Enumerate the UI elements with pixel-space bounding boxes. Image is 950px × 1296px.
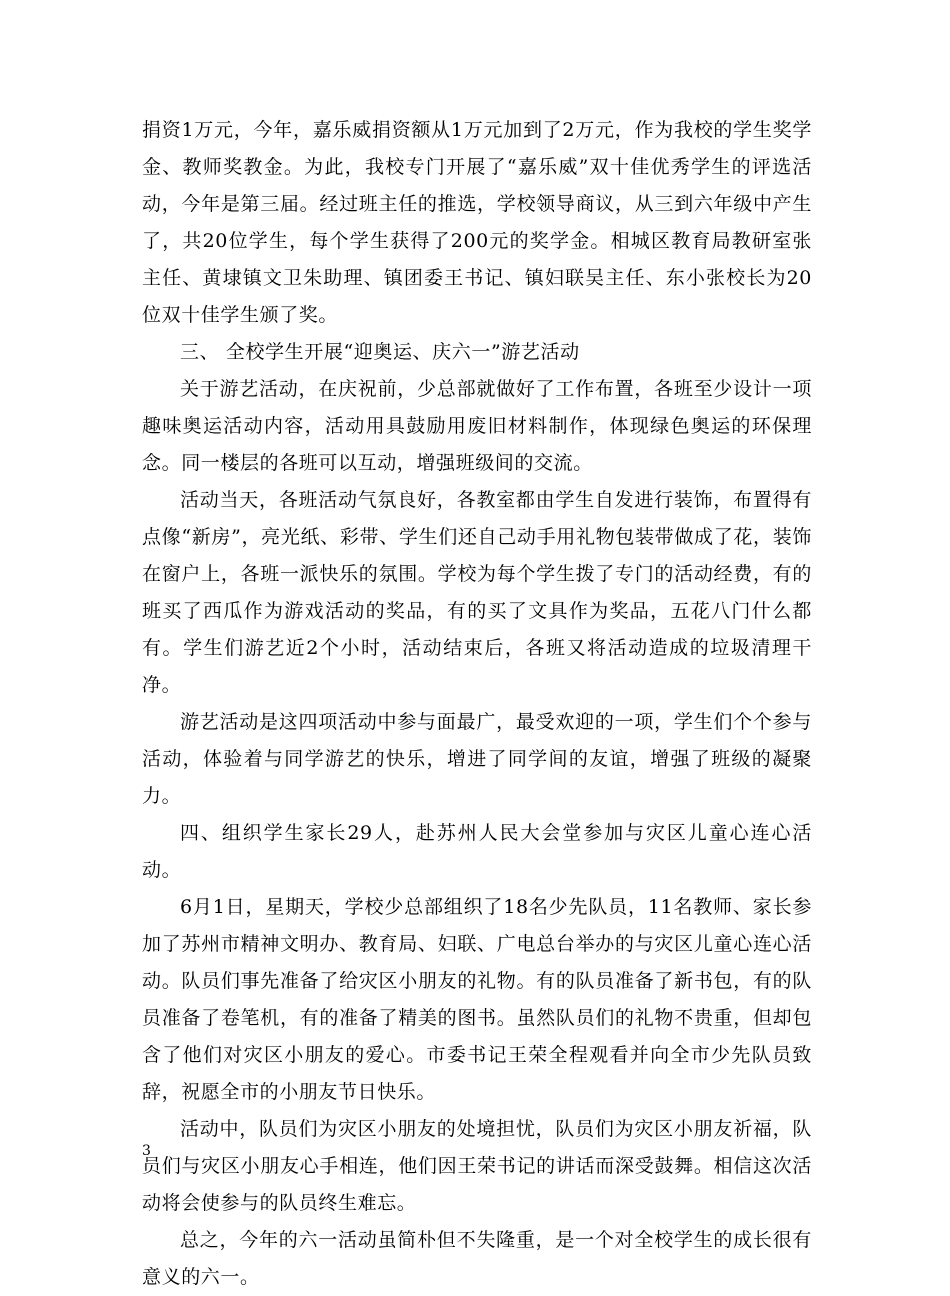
paragraph-during-activity: 活动中，队员们为灾区小朋友的处境担忧，队员们为灾区小朋友祈福，队员们与灾区小朋友心手相连，他们因王荣书记的讲话而深受鼓舞。相信这次活动将会使参与的队员终生难忘。 <box>142 1118 812 1214</box>
section-heading-four: 四、组织学生家长29人，赴苏州人民大会堂参加与灾区儿童心连心活动。 <box>142 822 812 881</box>
paragraph-activity-preparation: 关于游艺活动，在庆祝前，少总部就做好了工作布置，各班至少设计一项趣味奥运活动内容，活动用具鼓励用废旧材料制作，体现绿色奥运的环保理念。同一楼层的各班可以互动，增强班级间的交流。 <box>142 378 812 474</box>
paragraph-scholarship-continued: 捐资1万元，今年，嘉乐威捐资额从1万元加到了2万元，作为我校的学生奖学金、教师奖教金。为此，我校专门开展了“嘉乐威”双十佳优秀学生的评选活动，今年是第三届。经过班主任的推选，学校领导商议，从三到六年级中产生了，共20位学生，每个学生获得了200元的奖学金。相城区教育局教研室张主任、黄埭镇文卫朱助理、镇团委王书记、镇妇联吴主任、东小张校长为20位双十佳学生颁了奖。 <box>142 119 812 326</box>
paragraph-activity-summary: 游艺活动是这四项活动中参与面最广，最受欢迎的一项，学生们个个参与活动，体验着与同学游艺的快乐，增进了同学间的友谊，增强了班级的凝聚力。 <box>142 711 812 807</box>
page-number: 3 <box>142 1143 151 1159</box>
paragraph-conclusion: 总之，今年的六一活动虽简朴但不失隆重，是一个对全校学生的成长很有意义的六一。 <box>142 1229 812 1288</box>
section-heading-three: 三、 全校学生开展“迎奥运、庆六一”游艺活动 <box>180 341 580 363</box>
paragraph-activity-day: 活动当天，各班活动气氛良好，各教室都由学生自发进行装饰，布置得有点像“新房”，亮光纸、彩带、学生们还自己动手用礼物包装带做成了花，装饰在窗户上，各班一派快乐的氛围。学校为每个学生拨了专门的活动经费，有的班买了西瓜作为游戏活动的奖品，有的买了文具作为奖品，五花八门什么都有。学生们游艺近2个小时，活动结束后，各班又将活动造成的垃圾清理干净。 <box>142 489 812 696</box>
document-body <box>142 112 812 1296</box>
paragraph-june-first: 6月1日，星期天，学校少总部组织了18名少先队员，11名教师、家长参加了苏州市精神文明办、教育局、妇联、广电总台举办的与灾区儿童心连心活动。队员们事先准备了给灾区小朋友的礼物。有的队员准备了新书包，有的队员准备了卷笔机，有的准备了精美的图书。虽然队员们的礼物不贵重，但却包含了他们对灾区小朋友的爱心。市委书记王荣全程观看并向全市少先队员致辞，祝愿全市的小朋友节日快乐。 <box>142 896 812 1103</box>
